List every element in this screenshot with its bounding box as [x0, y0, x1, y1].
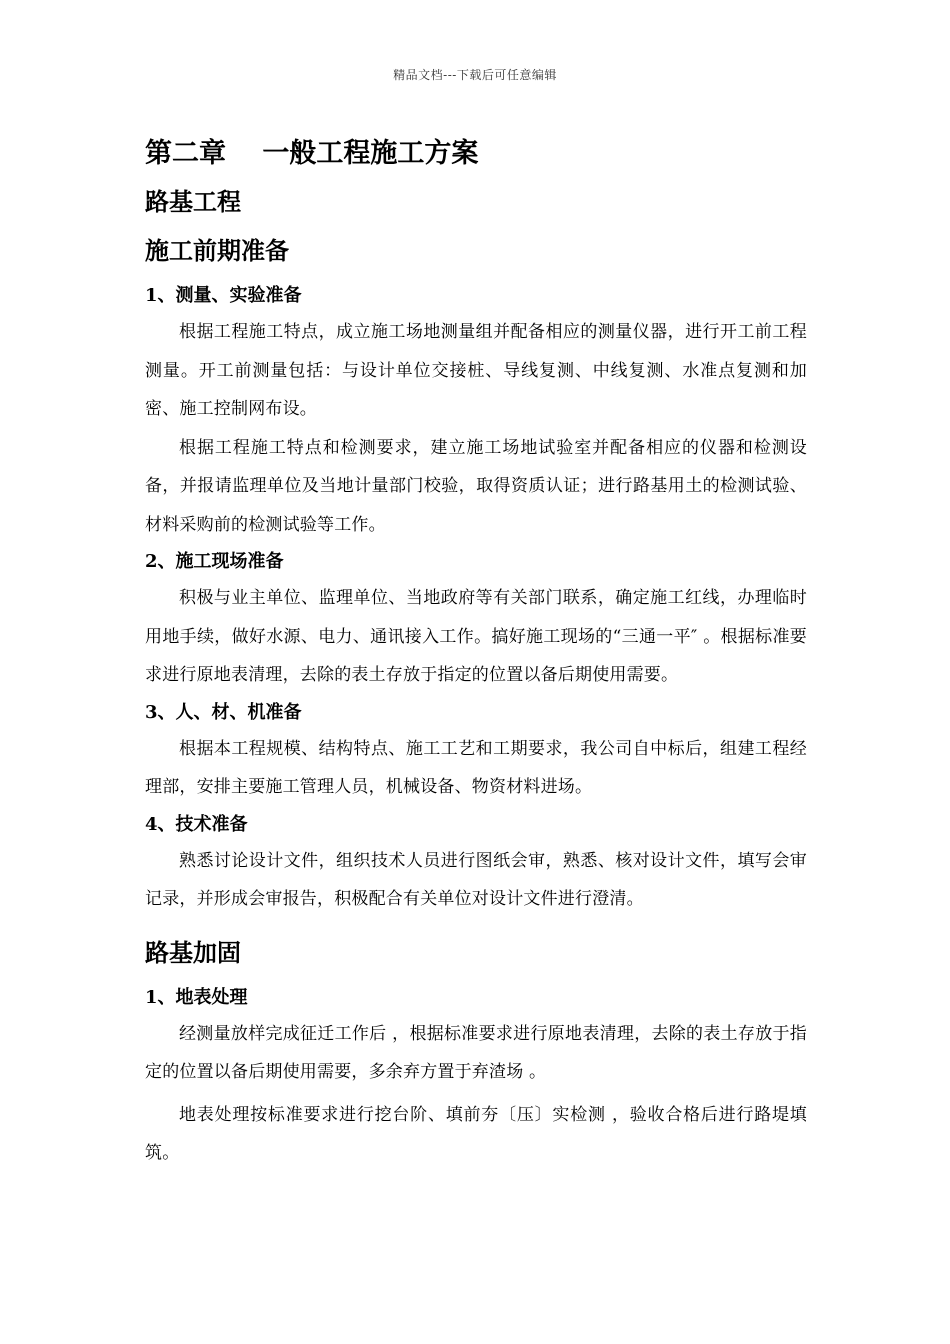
- paragraph: 积极与业主单位、监理单位、当地政府等有关部门联系，确定施工红线，办理临时用地手续，做好水源、电力、通讯接入工作。搞好施工现场的“三通一平″ 。根据标准要求进行原地表清理，去除的表土存放于指定的位置以备后期使用需要。: [145, 588, 807, 685]
- section-title-reinforcement: 路基加固: [145, 937, 241, 967]
- item-heading-resources: 3、人、材、机准备: [145, 701, 302, 723]
- header-note: 精品文档---下载后可任意编辑: [393, 68, 557, 82]
- item-heading-technical: 4、技术准备: [145, 813, 248, 835]
- paragraph: 地表处理按标准要求进行挖台阶、填前夯〔压〕实检测 ，验收合格后进行路堤填筑。: [145, 1104, 807, 1163]
- item-heading-site: 2、施工现场准备: [145, 551, 284, 572]
- paragraph: 根据工程施工特点，成立施工场地测量组并配备相应的测量仪器，进行开工前工程测量。开工前测量包括：与设计单位交接桩、导线复测、中线复测、水准点复测和加密、施工控制网布设。: [145, 322, 807, 419]
- item-heading-survey: 1、测量、实验准备: [145, 285, 302, 306]
- section-title-roadbed: 路基工程: [145, 187, 241, 216]
- paragraph: 根据工程施工特点和检测要求，建立施工场地试验室并配备相应的仪器和检测设备，并报请监理单位及当地计量部门校验，取得资质认证；进行路基用土的检测试验、材料采购前的检测试验等工作。: [145, 437, 807, 535]
- item-heading-ground-treatment: 1、地表处理: [145, 986, 248, 1008]
- document-body: [145, 134, 807, 1173]
- paragraph: 熟悉讨论设计文件，组织技术人员进行图纸会审，熟悉、核对设计文件，填写会审记录，并形成会审报告，积极配合有关单位对设计文件进行澄清。: [145, 850, 807, 909]
- paragraph: 根据本工程规模、结构特点、施工工艺和工期要求，我公司自中标后，组建工程经理部，安排主要施工管理人员，机械设备、物资材料进场。: [145, 738, 807, 797]
- paragraph: 经测量放样完成征迁工作后 ，根据标准要求进行原地表清理，去除的表土存放于指定的位置以备后期使用需要，多余弃方置于弃渣场 。: [145, 1023, 807, 1082]
- chapter-title: 第二章 一般工程施工方案: [145, 138, 479, 169]
- subsection-title-preparation: 施工前期准备: [145, 236, 289, 265]
- section-divider: [145, 919, 807, 935]
